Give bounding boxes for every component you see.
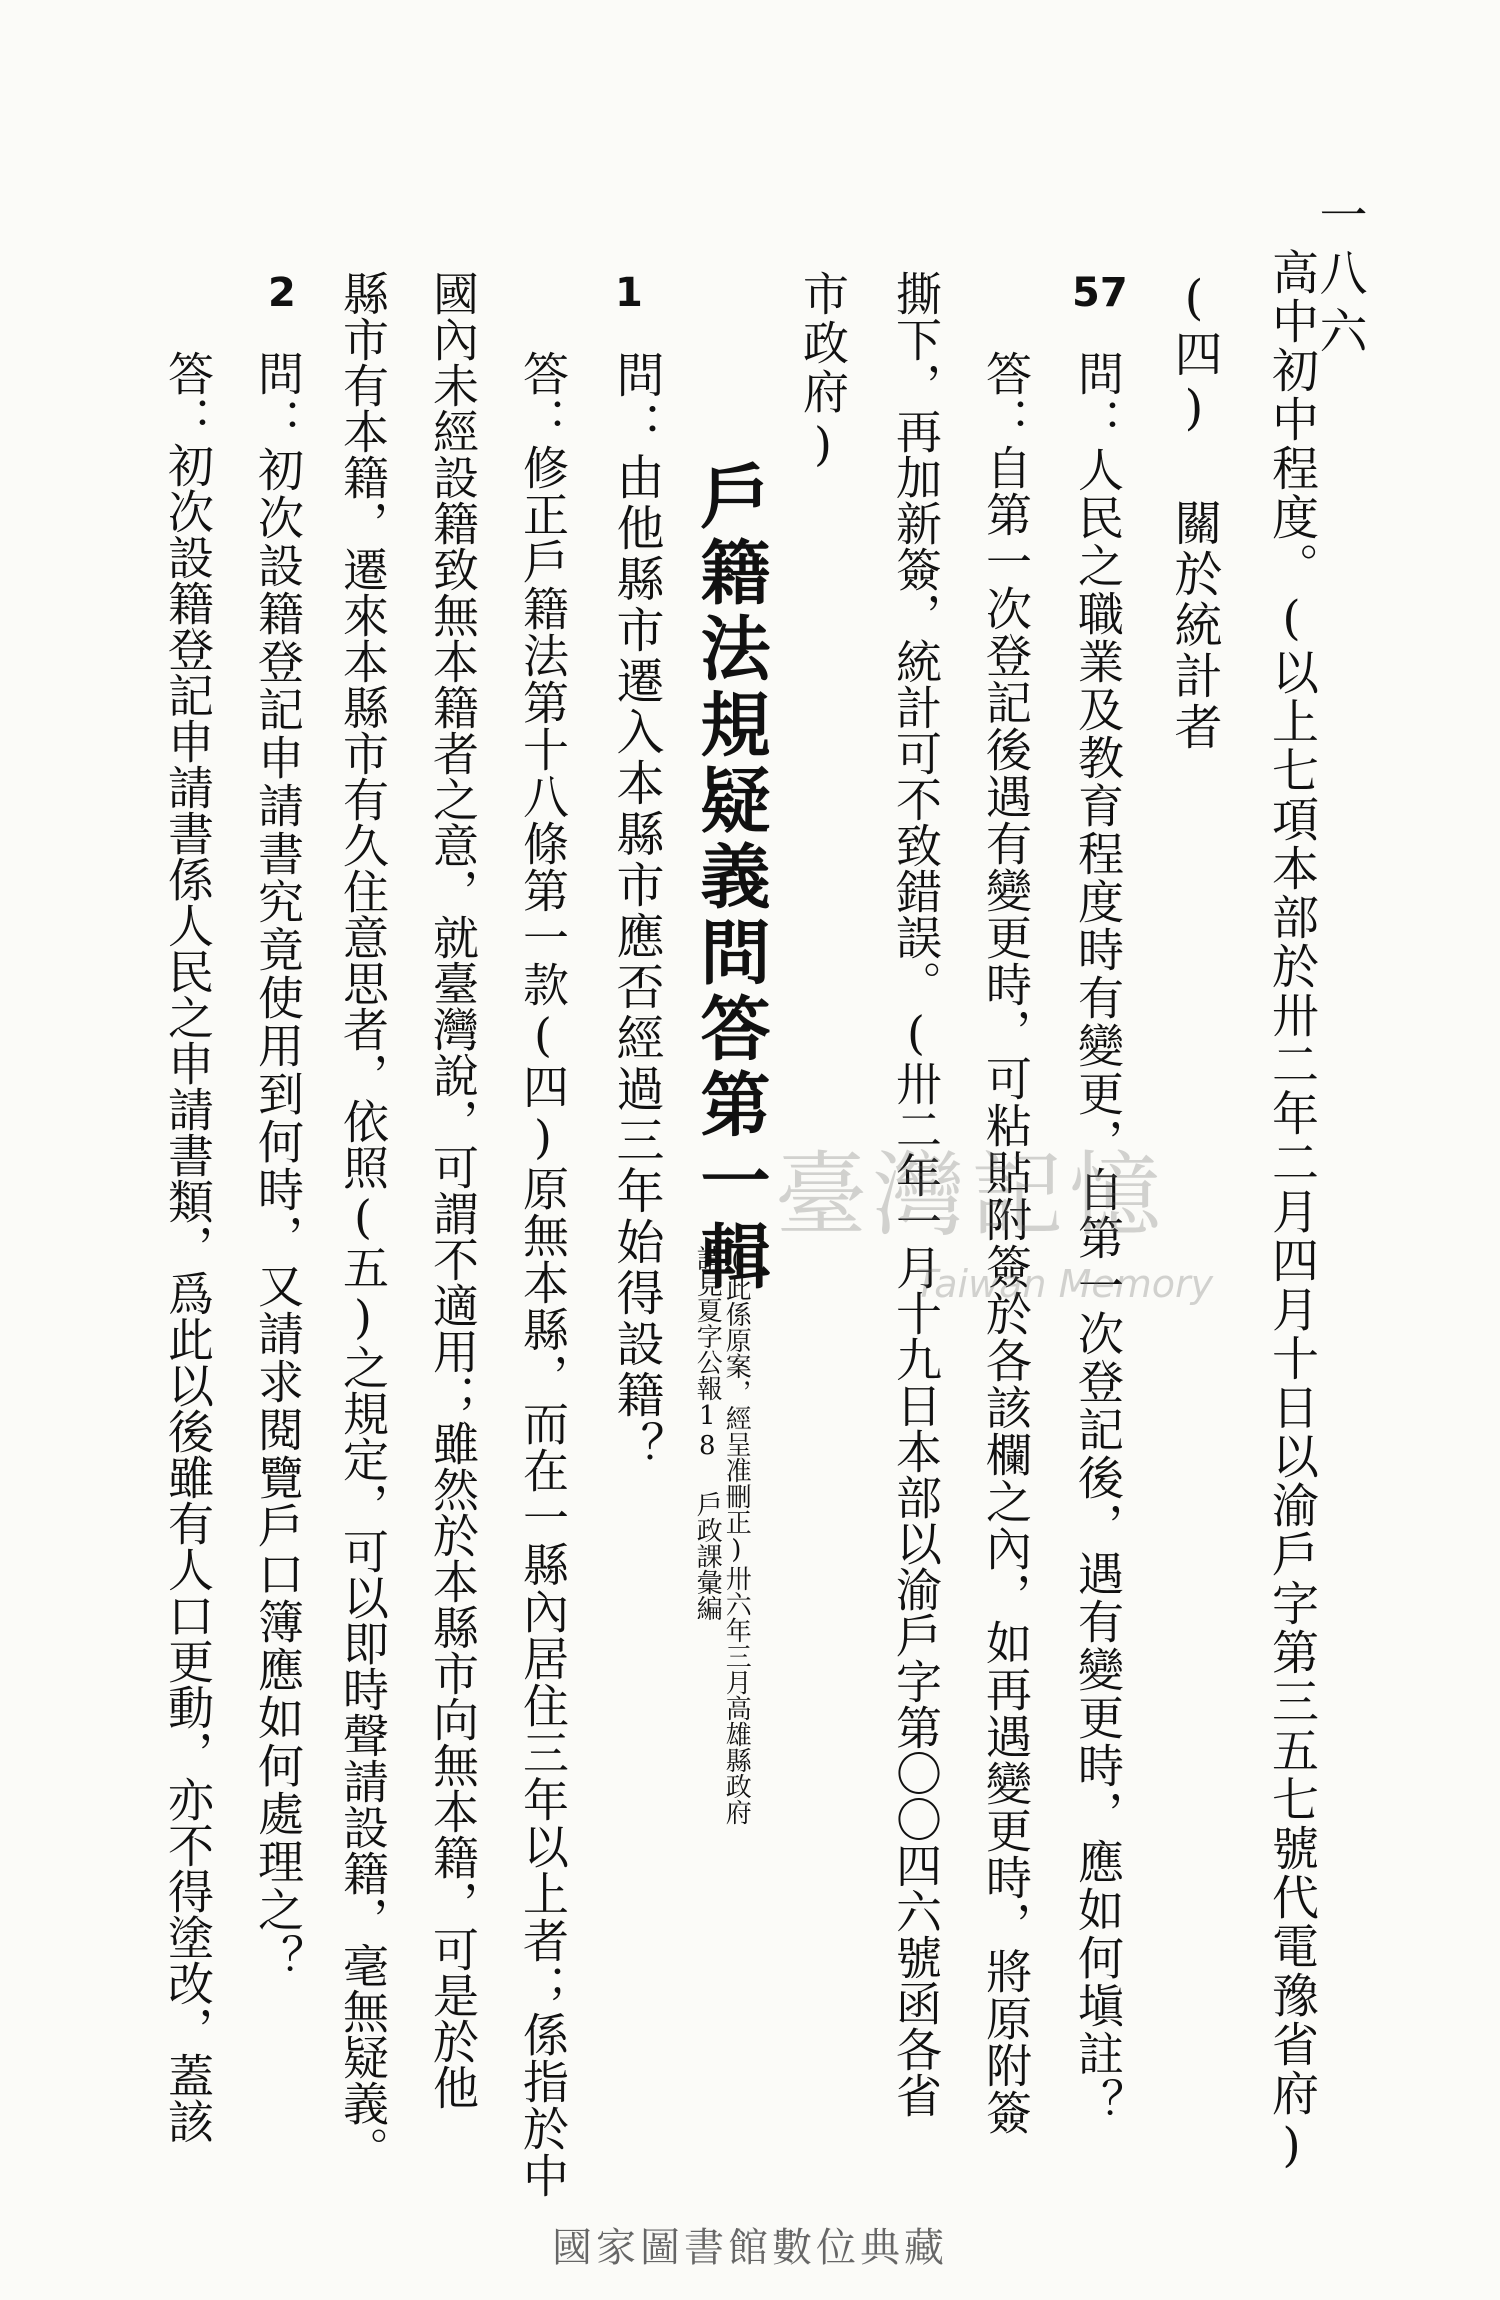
answer-57-line-3: 市政府)	[796, 270, 850, 474]
question-1: 問：由他縣市遷入本縣市應否經過三年始得設籍？	[608, 350, 664, 1472]
answer-1-line-2: 國內未經設籍致無本籍者之意，就臺灣說，可謂不適用；雖然於本縣市向無本籍，可是於他	[426, 270, 480, 2110]
answer-57-line-2: 撕下，再加新簽，統計可不致錯誤。(卅二年一月十九日本部以渝戶字第〇〇四六號函各省	[889, 270, 943, 2118]
answer-1-line-1: 答：修正戶籍法第十八條第一款(四)原無本縣，而在一縣內居住三年以上者；係指於中	[516, 350, 570, 2199]
page-number: 一八六	[1311, 190, 1367, 364]
footer-credit: 國家圖書館數位典藏	[552, 2225, 948, 2271]
question-2: 問：初次設籍登記申請書究竟使用到何時，又請求閱覽戶口簿應如何處理之？	[251, 350, 305, 1982]
subsection-heading: (四) 關於統計者	[1166, 270, 1222, 753]
section-title: 戶籍法規疑義問答第一輯	[689, 460, 772, 1296]
question-57: 問：人民之職業及教育程度時有變更，自第一次登記後，遇有變更時，應如何塡註？	[1071, 350, 1125, 2126]
section-note-1: (此係原案，經呈准刪正)卅六年三月高雄縣政府	[721, 1245, 752, 1825]
item-number-57: 57	[1072, 270, 1128, 316]
answer-2-line-1: 答：初次設籍登記申請書係人民之申請書類，爲此以後雖有人口更動，亦不得塗改，蓋該	[161, 350, 215, 2144]
watermark-cjk-text: 臺灣記憶	[775, 1142, 1168, 1249]
answer-57-line-1: 答：自第一次登記後遇有變更時，可粘貼附簽於各該欄之內，如再遇變更時，將原附簽	[979, 350, 1033, 2136]
text-column-1: 高中初中程度。(以上七項本部於卅二年二月四月十日以渝戶字第三五七號代電豫省府)	[1264, 248, 1319, 2175]
watermark-latin-text: Taiwan Memory	[915, 1262, 1214, 1306]
item-number-1: 1	[615, 270, 643, 316]
section-note-2: 請見夏字公報18 戶政課彙編	[692, 1245, 723, 1621]
answer-1-line-3: 縣市有本籍，遷來本縣市有久住意思者，依照(五)之規定，可以即時聲請設籍，毫無疑義。	[336, 270, 390, 2172]
item-number-2: 2	[268, 270, 296, 316]
